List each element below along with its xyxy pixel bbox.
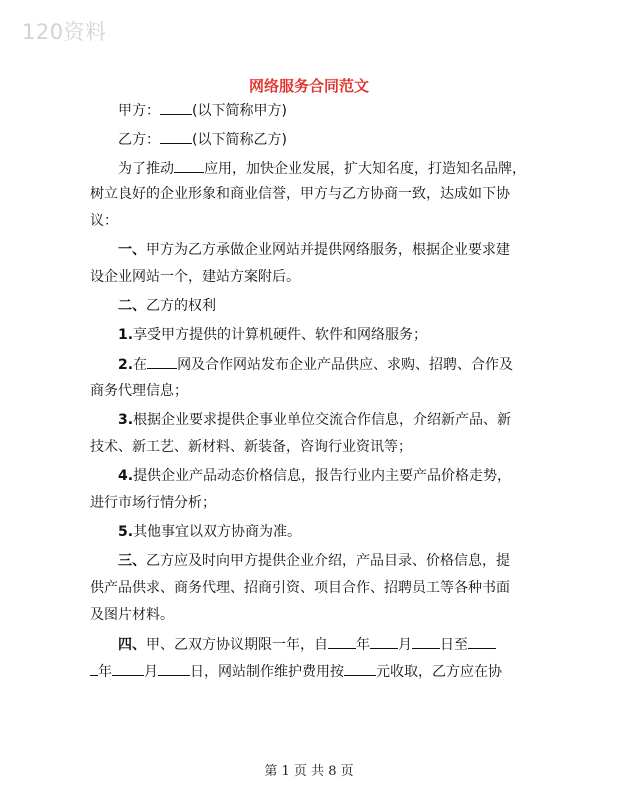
- party-b-suffix: (以下简称乙方): [192, 132, 287, 148]
- clause-2-item-3: [0, 411, 618, 429]
- end-month-blank: [112, 662, 144, 676]
- watermark-logo: 120资料: [22, 20, 107, 44]
- party-b-line: [0, 130, 618, 149]
- item-2-post: 网及合作网站发布企业产品供应、求购、招聘、合作及: [177, 357, 514, 373]
- item-2-blank: [147, 355, 177, 369]
- clause-2-item-5: [0, 523, 618, 541]
- clause-4-l2b: 月: [144, 664, 158, 680]
- item-5-text: 其他事宜以双方协商为准。: [133, 524, 302, 540]
- item-4-number: 4.: [118, 468, 134, 484]
- clause-2-title: 乙方的权利: [146, 298, 216, 314]
- clause-3-line-1: [0, 552, 618, 570]
- clause-4-l1a: 甲、乙双方协议期限一年，自: [146, 637, 328, 653]
- intro-line-2: 树立良好的企业形象和商业信誉，甲方与乙方协商一致，达成如下协: [90, 186, 510, 202]
- party-a-blank: [160, 101, 192, 115]
- clause-1-heading: 一、: [118, 242, 146, 258]
- clause-4-heading: 四、: [118, 637, 146, 653]
- clause-4-line-2: [0, 662, 618, 681]
- item-3-text: 根据企业要求提供企事业单位交流合作信息，介绍新产品、新: [133, 412, 512, 428]
- clause-4-l1d: 日至: [440, 637, 468, 653]
- clause-2-item-3-cont: 技术、新工艺、新材料、新装备，咨询行业资讯等；: [90, 439, 412, 455]
- clause-4-line-1: [0, 635, 618, 654]
- clause-2-heading: 二、: [118, 298, 146, 314]
- clause-3-heading: 三、: [118, 553, 146, 569]
- clause-3-text-1: 乙方应及时向甲方提供企业介绍，产品目录、价格信息，提: [146, 553, 510, 569]
- item-3-number: 3.: [118, 412, 134, 428]
- clause-2-item-2-cont: 商务代理信息；: [90, 383, 188, 399]
- item-1-text: 享受甲方提供的计算机硬件、软件和网络服务；: [133, 327, 428, 343]
- intro-blank: [174, 159, 204, 173]
- party-a-line: [0, 101, 618, 120]
- party-b-blank: [160, 130, 192, 144]
- item-2-number: 2.: [118, 357, 134, 373]
- item-5-number: 5.: [118, 524, 134, 540]
- clause-4-l2a: 年: [98, 664, 112, 680]
- end-year-blank-a: [468, 635, 496, 649]
- intro-part2: 应用，加快企业发展，扩大知名度，打造知名品牌，: [204, 161, 526, 177]
- page-footer: 第 1 页 共 8 页: [264, 764, 354, 779]
- clause-2-item-2: [0, 355, 618, 374]
- intro-line-1: [0, 159, 618, 178]
- item-1-number: 1.: [118, 327, 134, 343]
- clause-2-item-1: [0, 326, 618, 344]
- party-b-label: 乙方：: [118, 132, 160, 148]
- fee-blank: [344, 662, 376, 676]
- party-a-label: 甲方：: [118, 103, 160, 119]
- document-title: 网络服务合同范文: [248, 77, 369, 95]
- clause-1-text-1: 甲方为乙方承做企业网站并提供网络服务，根据企业要求建: [146, 242, 510, 258]
- intro-line-3: 议：: [90, 213, 118, 229]
- clause-3-line-2: 供产品供求、商务代理、招商引资、项目合作、招聘员工等各种书面: [90, 580, 510, 596]
- clause-1-line-2: 设企业网站一个，建站方案附后。: [90, 269, 300, 285]
- clause-2-item-4-cont: 进行市场行情分析；: [90, 495, 216, 511]
- item-4-text: 提供企业产品动态价格信息，报告行业内主要产品价格走势，: [133, 468, 512, 484]
- clause-3-line-3: 及图片材料。: [90, 607, 174, 623]
- clause-4-l1c: 月: [398, 637, 412, 653]
- start-year-blank: [328, 635, 356, 649]
- intro-part1: 为了推动: [118, 161, 174, 177]
- clause-4-l2c: 日，网站制作维护费用按: [190, 664, 344, 680]
- start-day-blank: [412, 635, 440, 649]
- end-day-blank: [158, 662, 190, 676]
- party-a-suffix: (以下简称甲方): [192, 103, 287, 119]
- clause-4-l1b: 年: [356, 637, 370, 653]
- clause-1-line-1: [0, 241, 618, 259]
- clause-2-item-4: [0, 467, 618, 485]
- start-month-blank: [370, 635, 398, 649]
- clause-4-l2d: 元收取，乙方应在协: [376, 664, 502, 680]
- item-2-pre: 在: [133, 357, 148, 373]
- end-year-blank-b: [90, 662, 98, 676]
- clause-2-heading-line: [0, 297, 618, 315]
